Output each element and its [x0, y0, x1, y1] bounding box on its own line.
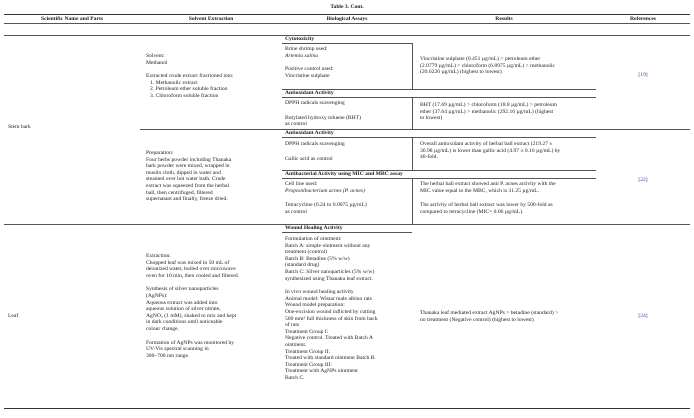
assay-title-cytotoxicity: Cytotoxicity	[285, 36, 315, 42]
text-line: Gallic acid as control	[285, 155, 333, 162]
rule	[412, 43, 413, 89]
text-line: Brine shrimp used:	[285, 46, 328, 52]
reference-link[interactable]: [22]	[638, 177, 648, 183]
text-line: Animal model: Wistar male albino rats	[285, 295, 372, 302]
rule	[412, 97, 413, 129]
text-line: Methanol	[146, 59, 168, 66]
text-line: Batch A: simple ointment without any	[285, 242, 371, 249]
part-name-leaf: Leaf	[8, 313, 19, 319]
text-line: Butylated hydroxy toluene (BHT)	[285, 114, 361, 121]
text-line: bark powder were mixed, wrapped in	[146, 163, 230, 170]
rule	[282, 232, 412, 233]
assay-title-antibacterial: Antibacterial Activity using MIC and MBC assay	[285, 171, 403, 177]
species-name: Artemia salina	[285, 52, 319, 59]
text-line: compared to tetracycline (MIC= 0.06 µg/mL).	[420, 208, 524, 215]
text-line: extract was squeezed from the herbal	[146, 182, 230, 189]
text-line: One-excision wound inflicted by cutting	[285, 308, 376, 315]
leaf-section-rule	[4, 224, 690, 225]
text-line: Batch B: Betadine (5% w/w)	[285, 255, 350, 262]
text-line: UV-Vis spectral scanning in	[146, 346, 209, 353]
text-line: The herbal ball extract showed anti P. acnes activity with the	[420, 181, 556, 187]
table-bottom-rule	[4, 408, 690, 409]
text-line: oven for 10 min, then cooled and filtered.	[146, 272, 240, 279]
fraction-item: 1. Methanolic extract	[150, 79, 198, 86]
column-header: Solvent Extraction	[188, 16, 234, 22]
text-line: Positive control used:	[285, 66, 334, 73]
stembark-group-rule	[140, 129, 690, 130]
assay-title-antioxidant: Antioxidant Activity	[285, 90, 334, 96]
text-line: DPPH radicals scavenging	[285, 100, 345, 106]
assay-details	[285, 100, 361, 128]
text-line: Preparation:	[146, 150, 174, 156]
text-line: AgNO₃ (1 mM), shaked to mix and kept	[146, 312, 237, 319]
text-line: Treatment Group I:	[285, 328, 329, 335]
rule	[412, 178, 413, 224]
text-line: DPPH radicals scavenging	[285, 141, 345, 147]
text-line: BHT (17.69 µg/mL) > chloroform (18.8 µg/mL) > petroleum	[420, 102, 557, 108]
assay-details	[285, 181, 367, 215]
text-line: Solvent:	[146, 53, 165, 59]
text-line: Tetracycline (0.24 to 0.0075 µg/mL)	[285, 202, 367, 209]
rule	[282, 43, 412, 44]
text-line: to lowest)	[420, 115, 443, 122]
text-line: Vincristine sulphate	[285, 72, 330, 79]
assay-title-wound-healing: Wound Healing Activity	[285, 225, 343, 231]
assay-details	[285, 46, 333, 79]
preparation-text	[146, 150, 231, 203]
reference-link[interactable]: [19]	[638, 72, 648, 78]
text-line: 300–700 nm range.	[146, 352, 190, 359]
text-line: Extracted crude extract fractioned into:	[146, 73, 234, 80]
assay-details	[285, 141, 345, 162]
text-line: Negative control. Treated with Batch A	[285, 335, 373, 342]
wound-healing-details	[285, 236, 378, 381]
fraction-item: 2. Petroleum ether soluble fraction	[150, 86, 228, 93]
text-line: no treatment (Negative control) (highest to lowest)	[420, 316, 534, 323]
text-line: as control	[285, 208, 307, 215]
cytotoxicity-result	[420, 56, 555, 76]
table-caption: Table 3. Cont.	[330, 4, 364, 10]
column-header: Scientific Name and Parts	[41, 16, 103, 22]
text-line: 36.98 µg/mL) is lower than gallic acid (4.97 ± 0.16 µg/mL) by	[420, 147, 561, 154]
header-bottom-rule	[4, 23, 690, 24]
text-line: Formation of AgNPs was monitored by	[146, 339, 235, 346]
stembark-section-rule	[4, 35, 690, 36]
text-line: Treatment Group II:	[285, 348, 331, 355]
text-line: Vincristine sulphate (0.451 µg/mL) > petroleum ether	[420, 56, 541, 62]
text-line: Overall antioxidant activity of herbal ball extract (219.27 ±	[420, 141, 553, 147]
text-line: deionized water, boiled over microwave	[146, 266, 236, 273]
text-line: MIC value equal to the MBC, which is 31.25 µg/mL.	[420, 187, 540, 194]
text-line: 40-fold.	[420, 154, 438, 161]
part-name-stem-bark: Stem bark	[8, 124, 31, 130]
text-line: as control	[285, 121, 307, 128]
antioxidant-result	[420, 141, 560, 161]
text-line: Four herbs powder including Thanaka	[146, 156, 232, 163]
text-line: The activity of herbal ball extract was lower by 500-fold as	[420, 202, 553, 209]
assay-title-antioxidant: Antioxidant Activity	[285, 130, 334, 136]
fraction-item: 3. Chloroform soluble fraction	[150, 92, 219, 99]
text-line: (2.0779 µg/mL) > chloroform (6.8975 µg/mL) > methanolic	[420, 62, 556, 69]
column-header: Results	[495, 16, 513, 22]
reference-link[interactable]: [24]	[638, 313, 648, 319]
wound-healing-result	[420, 310, 558, 323]
rule	[282, 97, 596, 98]
text-line: Cell line used:	[285, 181, 318, 187]
text-line: supernatant and finally, freeze dried.	[146, 196, 228, 203]
text-line: of rats	[285, 322, 300, 329]
text-line: ether (37.64 µg/mL) > methanolic (292.16 µg/mL) (highest	[420, 108, 554, 115]
text-line: 500 mm² full thickness of skin from back	[285, 315, 378, 322]
species-name: Propionibacterium acnes (P. acnes)	[285, 187, 365, 194]
text-line: Chopped leaf was mixed in 50 mL of	[146, 259, 230, 266]
text-line: (20.6226 µg/mL) (highest to lowest)	[420, 69, 502, 76]
text-line: ball, then centrifuged, filtered	[146, 189, 213, 196]
text-line: (standard drug)	[285, 262, 320, 269]
header-top-rule	[4, 14, 690, 15]
rule	[412, 137, 413, 170]
text-line: Treatment with AgNPs ointment	[285, 368, 358, 375]
text-line: Formulation of ointment:	[285, 236, 342, 242]
column-header: References	[630, 16, 656, 22]
rule	[282, 137, 596, 138]
text-line: Treated with standard ointment Batch B.	[285, 355, 376, 362]
text-line: Thanaka leaf mediated extract AgNPs > betadine (standard) >	[420, 310, 559, 316]
text-line: Extraction:	[146, 253, 171, 259]
column-header: Biological Assays	[326, 16, 368, 22]
text-line: muslin cloth, dipped in water and	[146, 169, 221, 176]
text-line: in dark conditions until noticeable	[146, 319, 223, 326]
antioxidant-result	[420, 102, 557, 122]
text-line: Batch C.	[285, 374, 305, 381]
rule	[282, 178, 596, 179]
text-line: Treatment Group III:	[285, 361, 333, 368]
text-line: Synthesis of silver nanoparticles	[146, 286, 219, 293]
text-line: synthesized using Thanaka leaf extract.	[285, 275, 373, 282]
text-line: (AgNPs):	[146, 292, 168, 299]
text-line: aqueous solution of silver nitrate,	[146, 306, 221, 313]
antibacterial-result	[420, 181, 556, 215]
text-line: Aqueous extract was added into	[146, 299, 218, 306]
text-line: Batch C: Silver nanoparticles (5% w/w)	[285, 268, 375, 275]
text-line: ointment.	[285, 341, 307, 348]
solvent-extraction	[146, 53, 234, 100]
text-line: colour change.	[146, 325, 179, 332]
text-line: Wound model preparation:	[285, 302, 345, 309]
text-line: treatment (control)	[285, 249, 328, 256]
leaf-solvent-extraction	[146, 253, 239, 359]
text-line: In vivo wound healing activity	[285, 289, 354, 296]
text-line: steamed over hot water bath. Crude	[146, 176, 226, 183]
